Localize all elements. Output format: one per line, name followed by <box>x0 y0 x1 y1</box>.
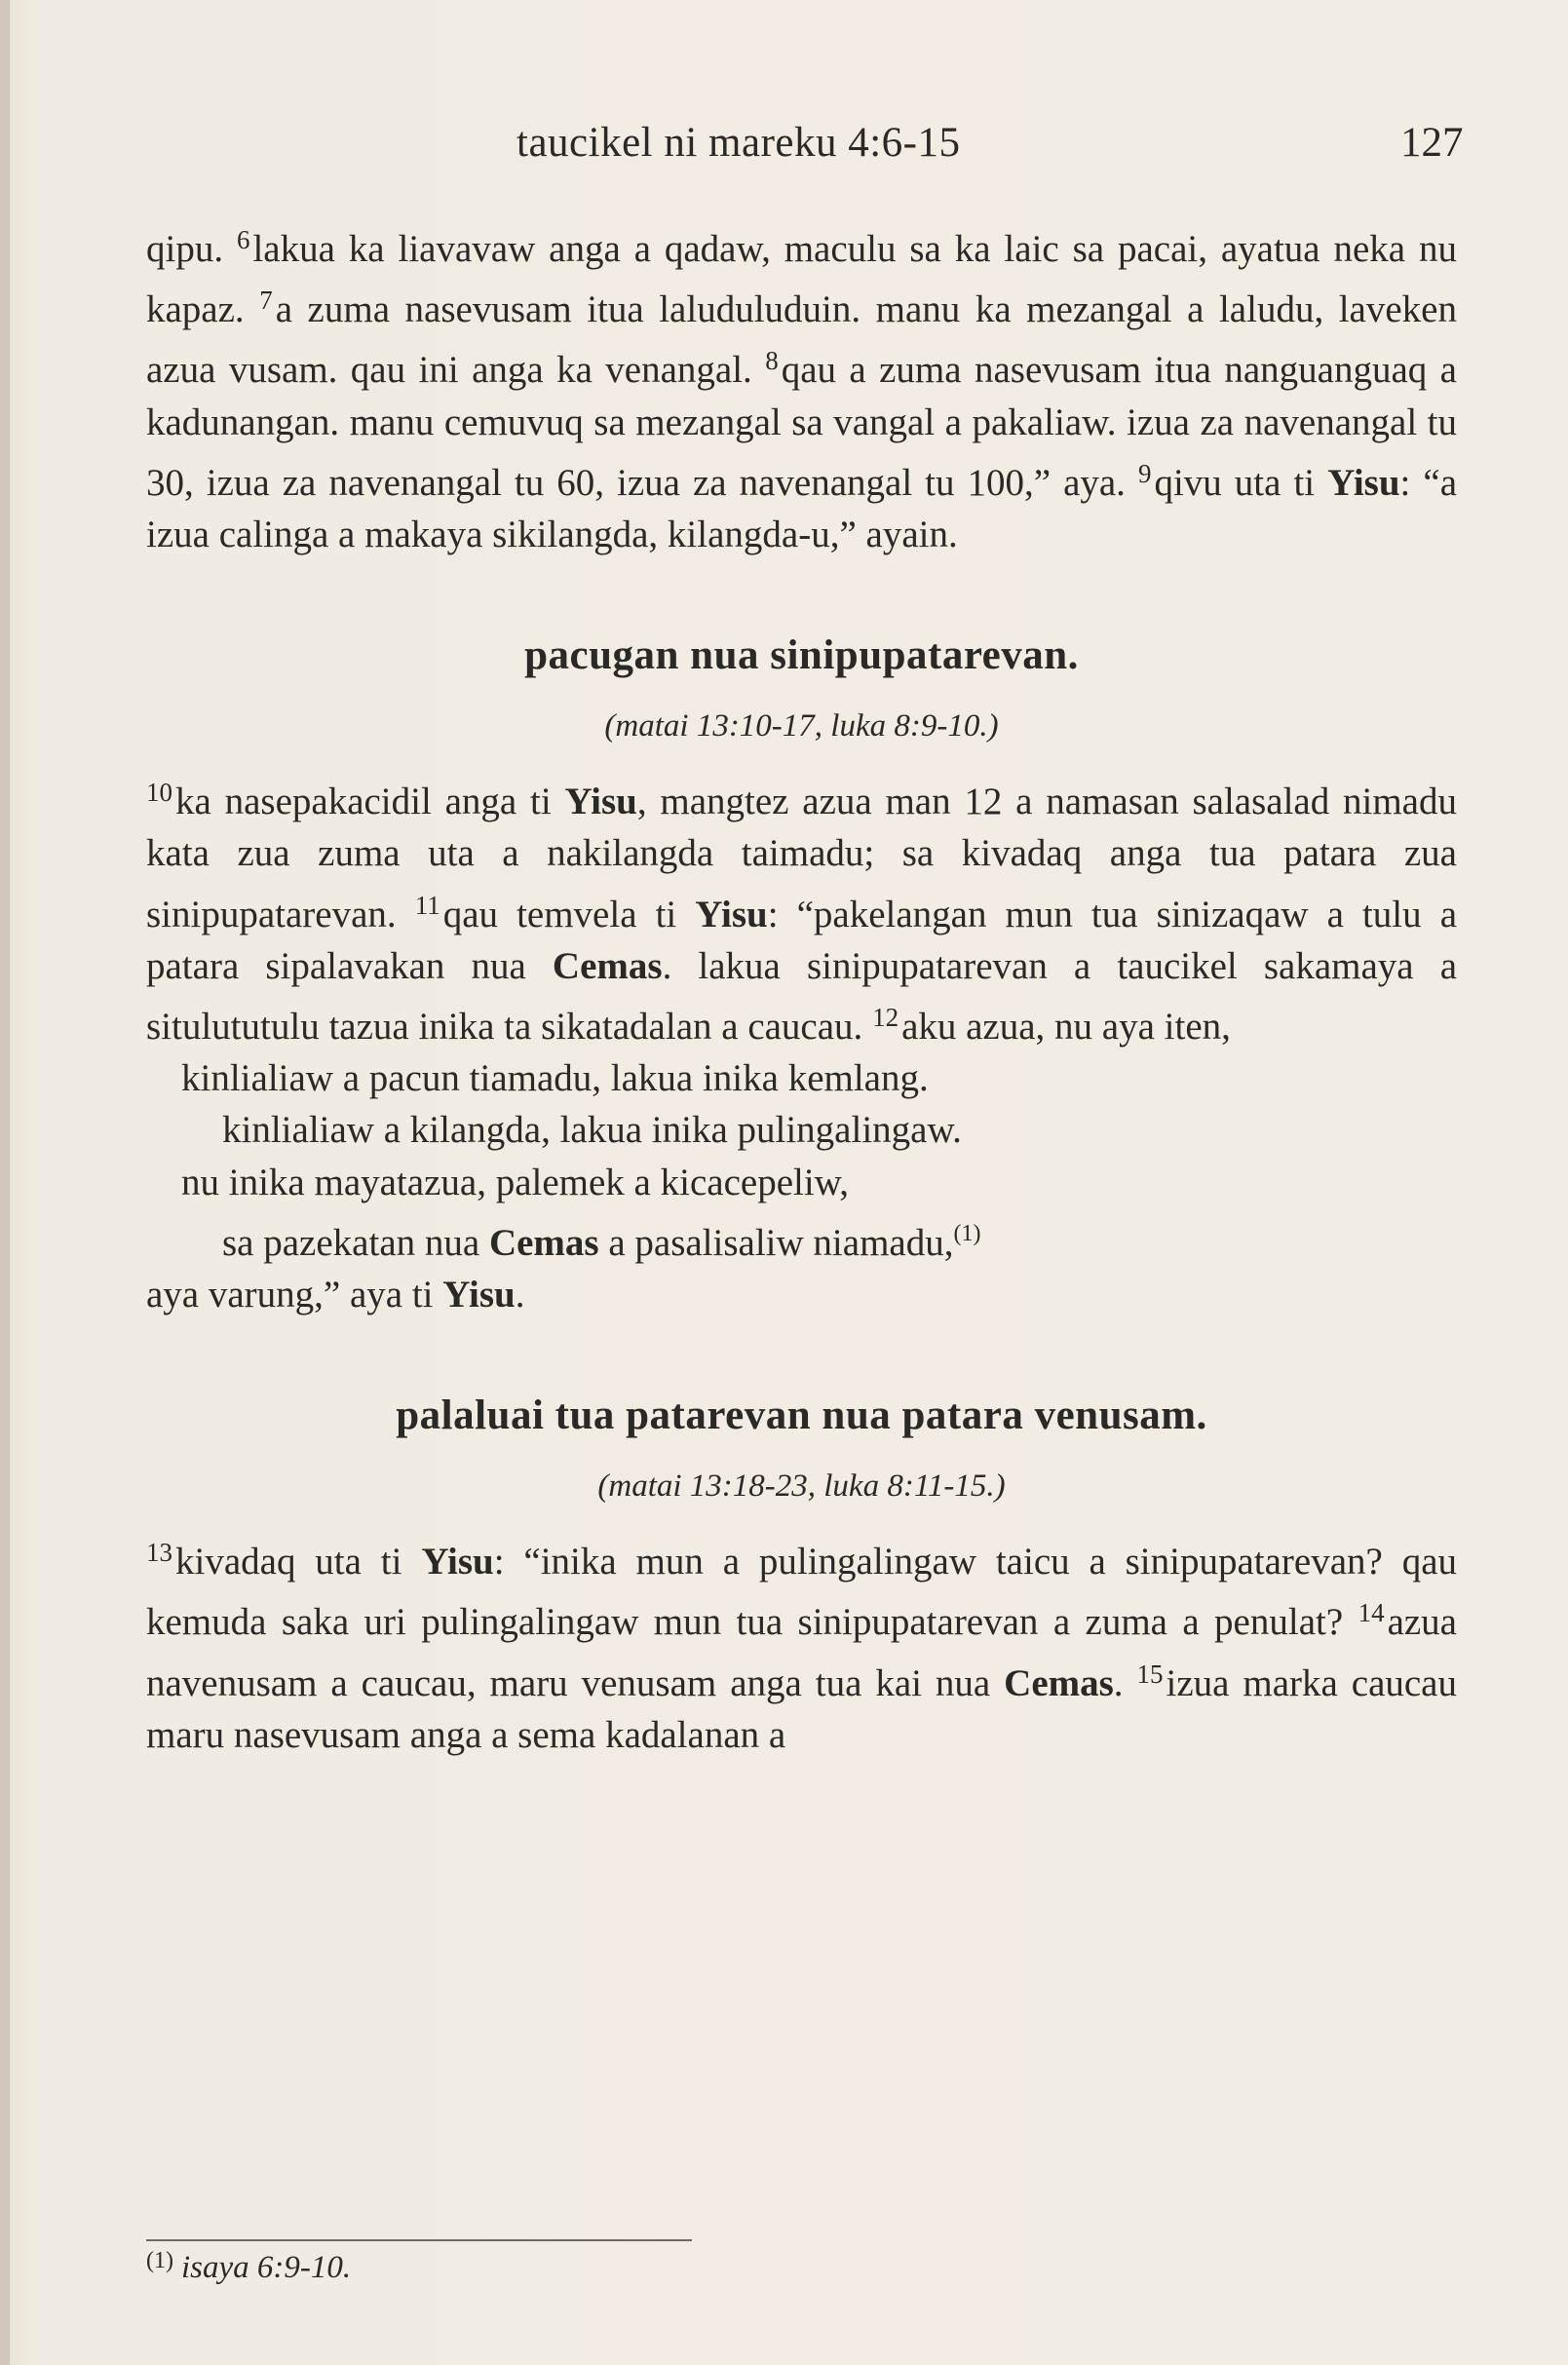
section-reference: (matai 13:18-23, luka 8:11-15.) <box>597 1469 1006 1505</box>
verse-number: 11 <box>414 890 440 920</box>
quotation-poem <box>146 1052 1457 1320</box>
poem-text: a pasalisaliw niamadu, <box>598 1221 954 1264</box>
bold-name: Cemas <box>1004 1661 1114 1704</box>
verse-number: 14 <box>1358 1598 1385 1628</box>
text-run: : “pakelangan mun tua sinizaqaw a tulu a patara sipalavakan nua <box>146 893 1458 987</box>
book-spine-shadow <box>0 0 10 2365</box>
footnote-number: (1) <box>146 2248 173 2273</box>
section-paragraph <box>146 767 1457 1052</box>
page-number: 127 <box>1400 120 1464 166</box>
verse-number: 9 <box>1137 458 1152 488</box>
text-run: aku azua, nu aya iten, <box>901 1006 1231 1049</box>
verse-number: 15 <box>1136 1659 1164 1689</box>
poem-line <box>146 1269 1457 1320</box>
text-run: qau temvela ti <box>442 893 696 935</box>
footnote-marker[interactable]: (1) <box>953 1220 981 1246</box>
text-run: qipu. <box>146 228 237 270</box>
text-run: : “inika mun a pulingalingaw taicu a sinipupatarevan? qau kemuda saka uri pulingalingaw mun tua sinipupatarevan a zuma a penulat? <box>146 1541 1458 1644</box>
text-run: lakua ka liavavaw anga a qadaw, maculu sa ka laic sa pacai, ayatua neka nu kapaz. <box>146 228 1457 331</box>
verse-number: 13 <box>146 1538 172 1568</box>
text-run: a zuma nasevusam itua laluduluduin. manu ka mezangal a laludu, laveken azua vusam. qau ini anga ka venangal. <box>146 288 1457 392</box>
bold-name: Yisu <box>564 781 637 823</box>
text-run: azua navenusam a caucau, maru venusam anga tua kai nua <box>146 1601 1457 1704</box>
verse-number: 10 <box>146 778 172 808</box>
name-yisu: Yisu <box>442 1274 516 1316</box>
bold-name: Cemas <box>552 944 663 987</box>
poem-line: nu inika mayatazua, palemek a kicacepeliw, <box>181 1161 850 1203</box>
page-header <box>0 119 1568 177</box>
section-reference: (matai 13:10-17, luka 8:9-10.) <box>604 708 999 744</box>
text-run: : “a izua calinga a makaya sikilangda, kilangda-u,” ayain. <box>146 461 1458 556</box>
name-cemas: Cemas <box>488 1221 599 1264</box>
verse-number: 7 <box>259 286 273 316</box>
text-run: izua marka caucau maru nasevusam anga a sema kadalanan a <box>146 1661 1457 1756</box>
section-title: pacugan nua sinipupatarevan. <box>524 632 1079 679</box>
poem-line: kinlialiaw a kilangda, lakua inika pulingalingaw. <box>222 1109 962 1152</box>
bold-name: Yisu <box>421 1541 494 1583</box>
verse-number: 12 <box>872 1003 899 1033</box>
poem-text: aya varung,” aya ti <box>146 1274 443 1316</box>
bold-name: Yisu <box>1327 461 1400 504</box>
text-run: ka nasepakacidil anga ti <box>175 781 565 823</box>
text-run: kivadaq uta ti <box>175 1541 422 1583</box>
intro-paragraph <box>146 214 1457 560</box>
text-run: . lakua sinipupatarevan a taucikel sakamaya a situlututulu tazua inika ta sikatadalan a caucau. <box>146 944 1457 1049</box>
poem-line: kinlialiaw a pacun tiamadu, lakua inika kemlang. <box>181 1057 929 1100</box>
section-title: palaluai tua patarevan nua patara venusam. <box>396 1392 1207 1439</box>
verse-number: 8 <box>765 346 779 376</box>
running-title: taucikel ni mareku 4:6-15 <box>516 120 961 166</box>
bold-name: Yisu <box>695 893 768 935</box>
poem-line <box>146 1208 1457 1269</box>
page-body <box>146 214 1457 1761</box>
text-run: . <box>1113 1661 1137 1704</box>
section-paragraph <box>146 1527 1457 1761</box>
footnote <box>146 2239 351 2289</box>
text-run: , mangtez azua man 12 a namasan salasalad nimadu kata zua zuma uta a nakilangda taimadu; sa kivadaq anga tua patara zua sinipupatarevan. <box>146 781 1457 935</box>
poem-text: . <box>515 1274 525 1316</box>
text-run: qivu uta ti <box>1154 461 1328 504</box>
verse-number: 6 <box>236 225 250 254</box>
footnote-text: isaya 6:9-10. <box>180 2250 352 2285</box>
poem-text: sa pazekatan nua <box>222 1221 489 1264</box>
text-run: qau a zuma nasevusam itua nanguanguaq a kadunangan. manu cemuvuq sa mezangal sa vangal a pakaliaw. izua za navenangal tu 30, izua za navenangal tu 60, izua za navenangal tu 100,” aya. <box>146 349 1457 504</box>
